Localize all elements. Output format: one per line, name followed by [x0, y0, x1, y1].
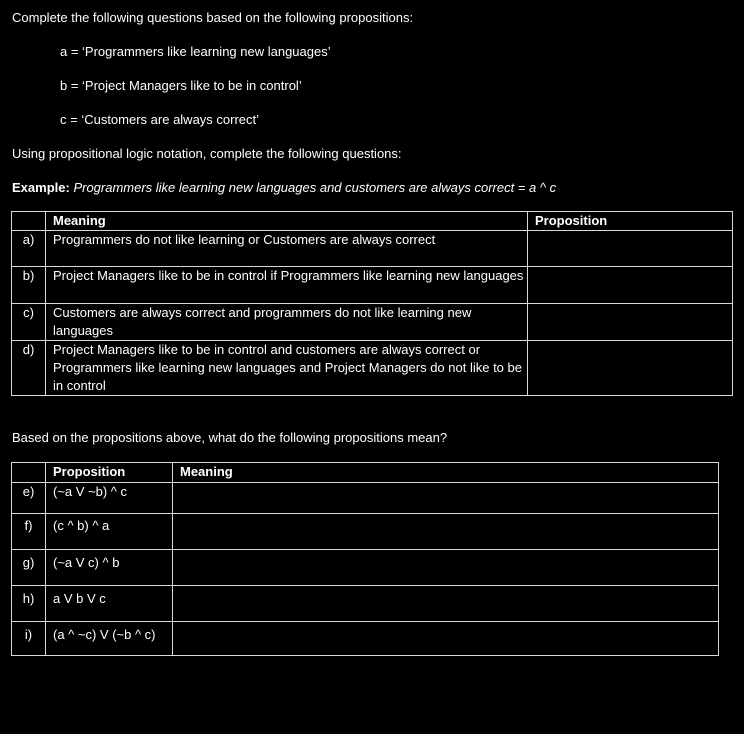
example-line [12, 180, 556, 195]
table-header-row [12, 463, 719, 483]
row-label: a) [12, 231, 46, 267]
row-label: d) [12, 341, 46, 396]
answer-cell[interactable] [173, 586, 719, 622]
answer-cell[interactable] [173, 622, 719, 656]
answer-cell[interactable] [173, 550, 719, 586]
proposition-c: c = ‘Customers are always correct’ [60, 112, 260, 127]
example-text: Programmers like learning new languages and customers are always correct = a ^ c [73, 180, 557, 195]
row-meaning: Project Managers like to be in control and customers are always correct or Programmers like learning new languages and Project Managers do not like to be in control [46, 341, 528, 396]
row-proposition: (a ^ ~c) V (~b ^ c) [46, 622, 173, 656]
answer-cell[interactable] [528, 231, 733, 267]
table-row [12, 231, 733, 267]
table-row [12, 622, 719, 656]
row-label: h) [12, 586, 46, 622]
row-proposition: (~a V ~b) ^ c [46, 483, 173, 514]
row-meaning: Customers are always correct and programmers do not like learning new languages [46, 304, 528, 341]
header-label-cell [12, 212, 46, 231]
question-text: Based on the propositions above, what do the following propositions mean? [12, 430, 448, 445]
example-label: Example: [12, 180, 70, 195]
proposition-b: b = ‘Project Managers like to be in control’ [60, 78, 302, 93]
proposition-a: a = ‘Programmers like learning new languages’ [60, 44, 331, 59]
instruction-text: Using propositional logic notation, complete the following questions: [12, 146, 402, 161]
answer-cell[interactable] [173, 514, 719, 550]
header-label-cell [12, 463, 46, 483]
row-proposition: a V b V c [46, 586, 173, 622]
answer-cell[interactable] [528, 267, 733, 304]
table-row [12, 514, 719, 550]
answer-cell[interactable] [173, 483, 719, 514]
row-proposition: (~a V c) ^ b [46, 550, 173, 586]
table-row [12, 550, 719, 586]
row-meaning: Project Managers like to be in control if Programmers like learning new languages [46, 267, 528, 304]
row-proposition: (c ^ b) ^ a [46, 514, 173, 550]
row-label: g) [12, 550, 46, 586]
header-meaning: Meaning [173, 463, 719, 483]
header-proposition: Proposition [46, 463, 173, 483]
table-row [12, 341, 733, 396]
table-row [12, 483, 719, 514]
meaning-table [11, 462, 719, 656]
header-meaning: Meaning [46, 212, 528, 231]
table-row [12, 304, 733, 341]
table-header-row [12, 212, 733, 231]
translation-table [11, 211, 733, 396]
intro-text: Complete the following questions based on the following propositions: [12, 10, 414, 25]
row-label: b) [12, 267, 46, 304]
table-row [12, 267, 733, 304]
answer-cell[interactable] [528, 304, 733, 341]
row-label: c) [12, 304, 46, 341]
header-proposition: Proposition [528, 212, 733, 231]
row-label: i) [12, 622, 46, 656]
row-meaning: Programmers do not like learning or Customers are always correct [46, 231, 528, 267]
answer-cell[interactable] [528, 341, 733, 396]
table-row [12, 586, 719, 622]
row-label: e) [12, 483, 46, 514]
row-label: f) [12, 514, 46, 550]
